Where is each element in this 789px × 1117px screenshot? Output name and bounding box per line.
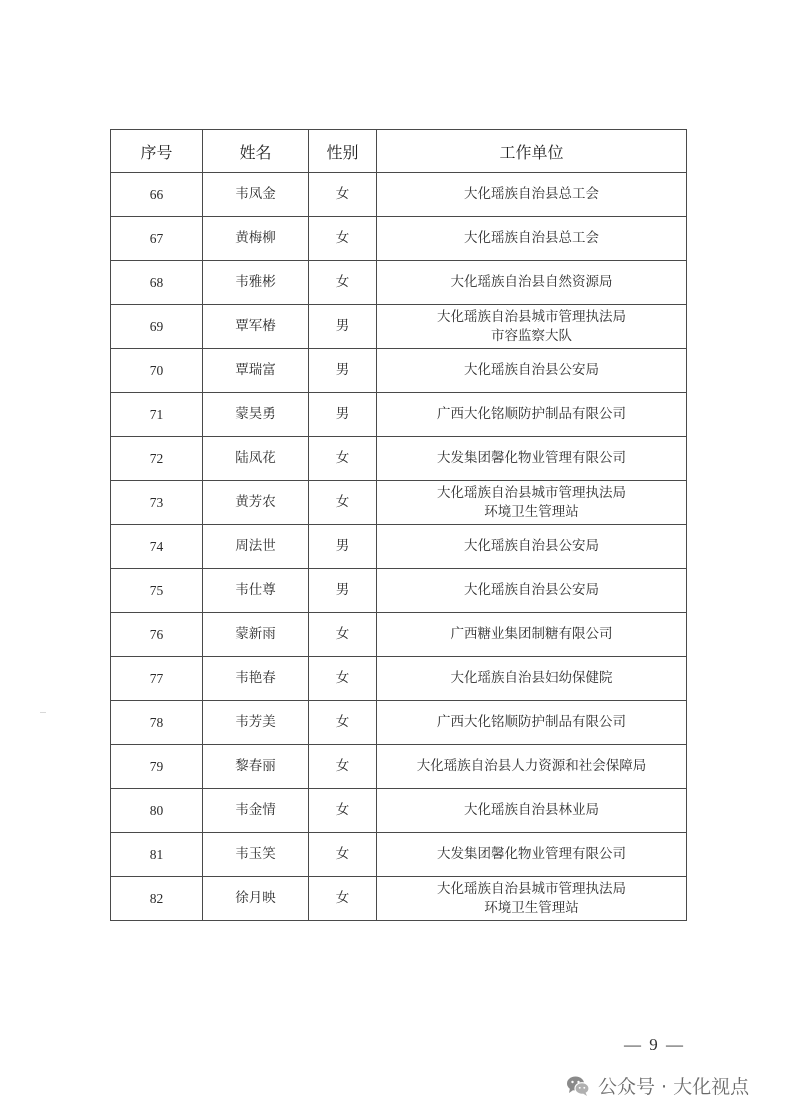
cell-number: 67 — [111, 217, 203, 261]
work-unit-line: 大化瑶族自治县妇幼保健院 — [450, 670, 613, 686]
work-unit-line: 大化瑶族自治县公安局 — [464, 538, 599, 554]
cell-work-unit — [377, 393, 687, 437]
cell-work-unit — [377, 173, 687, 217]
work-unit-line: 大化瑶族自治县人力资源和社会保障局 — [416, 758, 647, 774]
cell-name: 陆凤花 — [203, 437, 309, 481]
cell-work-unit — [377, 525, 687, 569]
page-number: — 9 — — [624, 1035, 685, 1054]
cell-name: 韦玉笑 — [203, 833, 309, 877]
table-row — [111, 305, 687, 349]
cell-work-unit — [377, 877, 687, 921]
table-row — [111, 833, 687, 877]
cell-gender: 女 — [309, 613, 377, 657]
cell-gender: 女 — [309, 261, 377, 305]
cell-name: 徐月映 — [203, 877, 309, 921]
cell-work-unit — [377, 349, 687, 393]
cell-number: 78 — [111, 701, 203, 745]
table-row — [111, 173, 687, 217]
cell-work-unit — [377, 745, 687, 789]
cell-gender: 女 — [309, 833, 377, 877]
work-unit-line: 环境卫生管理站 — [484, 899, 579, 916]
cell-number: 73 — [111, 481, 203, 525]
cell-work-unit — [377, 217, 687, 261]
cell-number: 80 — [111, 789, 203, 833]
table-row — [111, 393, 687, 437]
work-unit-line: 大发集团馨化物业管理有限公司 — [437, 846, 626, 862]
wechat-icon — [566, 1075, 590, 1097]
cell-gender: 女 — [309, 701, 377, 745]
roster-body — [111, 173, 687, 921]
cell-gender: 男 — [309, 393, 377, 437]
work-unit-line: 大化瑶族自治县总工会 — [464, 186, 599, 202]
cell-number: 69 — [111, 305, 203, 349]
work-unit-line: 大化瑶族自治县公安局 — [464, 362, 599, 378]
work-unit-line: 大发集团馨化物业管理有限公司 — [437, 450, 626, 466]
cell-gender: 女 — [309, 437, 377, 481]
header-work-unit: 工作单位 — [377, 130, 687, 173]
table-row — [111, 657, 687, 701]
cell-number: 77 — [111, 657, 203, 701]
cell-work-unit — [377, 305, 687, 349]
watermark-text: 公众号 · 大化视点 — [598, 1076, 750, 1098]
cell-name: 韦雅彬 — [203, 261, 309, 305]
cell-number: 74 — [111, 525, 203, 569]
cell-name: 韦金情 — [203, 789, 309, 833]
cell-work-unit — [377, 261, 687, 305]
work-unit-line: 大化瑶族自治县城市管理执法局 — [437, 484, 626, 501]
cell-work-unit — [377, 833, 687, 877]
cell-name: 韦仕尊 — [203, 569, 309, 613]
cell-number: 68 — [111, 261, 203, 305]
header-name: 姓名 — [203, 130, 309, 173]
cell-gender: 男 — [309, 349, 377, 393]
cell-number: 71 — [111, 393, 203, 437]
cell-gender: 女 — [309, 657, 377, 701]
cell-number: 76 — [111, 613, 203, 657]
header-number: 序号 — [111, 130, 203, 173]
work-unit-line: 大化瑶族自治县总工会 — [464, 230, 599, 246]
cell-number: 81 — [111, 833, 203, 877]
cell-work-unit — [377, 437, 687, 481]
cell-gender: 男 — [309, 525, 377, 569]
work-unit-line: 广西大化铭顺防护制品有限公司 — [437, 406, 626, 422]
cell-name: 黄梅柳 — [203, 217, 309, 261]
table-header-row — [111, 130, 687, 173]
cell-number: 72 — [111, 437, 203, 481]
cell-name: 黎春丽 — [203, 745, 309, 789]
cell-number: 66 — [111, 173, 203, 217]
table-row — [111, 525, 687, 569]
cell-name: 蒙昊勇 — [203, 393, 309, 437]
table-row — [111, 877, 687, 921]
scan-speck — [40, 712, 46, 713]
cell-work-unit — [377, 789, 687, 833]
cell-number: 79 — [111, 745, 203, 789]
watermark — [566, 1072, 749, 1099]
cell-work-unit — [377, 657, 687, 701]
work-unit-line: 广西大化铭顺防护制品有限公司 — [437, 714, 626, 730]
table-row — [111, 349, 687, 393]
table-row — [111, 789, 687, 833]
cell-work-unit — [377, 569, 687, 613]
cell-gender: 男 — [309, 569, 377, 613]
table-row — [111, 437, 687, 481]
cell-number: 82 — [111, 877, 203, 921]
table-row — [111, 613, 687, 657]
work-unit-line: 大化瑶族自治县公安局 — [464, 582, 599, 598]
cell-gender: 女 — [309, 481, 377, 525]
table-row — [111, 569, 687, 613]
cell-name: 韦艳春 — [203, 657, 309, 701]
work-unit-line: 大化瑶族自治县自然资源局 — [450, 274, 613, 290]
work-unit-line: 环境卫生管理站 — [484, 503, 579, 520]
table-row — [111, 261, 687, 305]
work-unit-line: 广西糖业集团制糖有限公司 — [450, 626, 613, 642]
header-gender: 性别 — [309, 130, 377, 173]
roster-table — [110, 129, 687, 921]
cell-gender: 女 — [309, 173, 377, 217]
table-row — [111, 745, 687, 789]
cell-number: 70 — [111, 349, 203, 393]
cell-gender: 女 — [309, 789, 377, 833]
cell-name: 黄芳农 — [203, 481, 309, 525]
cell-name: 韦凤金 — [203, 173, 309, 217]
table-row — [111, 481, 687, 525]
cell-name: 韦芳美 — [203, 701, 309, 745]
cell-name: 蒙新雨 — [203, 613, 309, 657]
work-unit-line: 大化瑶族自治县城市管理执法局 — [437, 880, 626, 897]
cell-name: 覃军椿 — [203, 305, 309, 349]
cell-name: 周法世 — [203, 525, 309, 569]
cell-gender: 女 — [309, 745, 377, 789]
work-unit-line: 市容监察大队 — [491, 327, 572, 344]
cell-work-unit — [377, 481, 687, 525]
work-unit-line: 大化瑶族自治县林业局 — [464, 802, 599, 818]
cell-gender: 女 — [309, 217, 377, 261]
cell-gender: 男 — [309, 305, 377, 349]
table-row — [111, 217, 687, 261]
work-unit-line: 大化瑶族自治县城市管理执法局 — [437, 308, 626, 325]
cell-gender: 女 — [309, 877, 377, 921]
cell-number: 75 — [111, 569, 203, 613]
table-row — [111, 701, 687, 745]
cell-name: 覃瑞富 — [203, 349, 309, 393]
cell-work-unit — [377, 613, 687, 657]
cell-work-unit — [377, 701, 687, 745]
